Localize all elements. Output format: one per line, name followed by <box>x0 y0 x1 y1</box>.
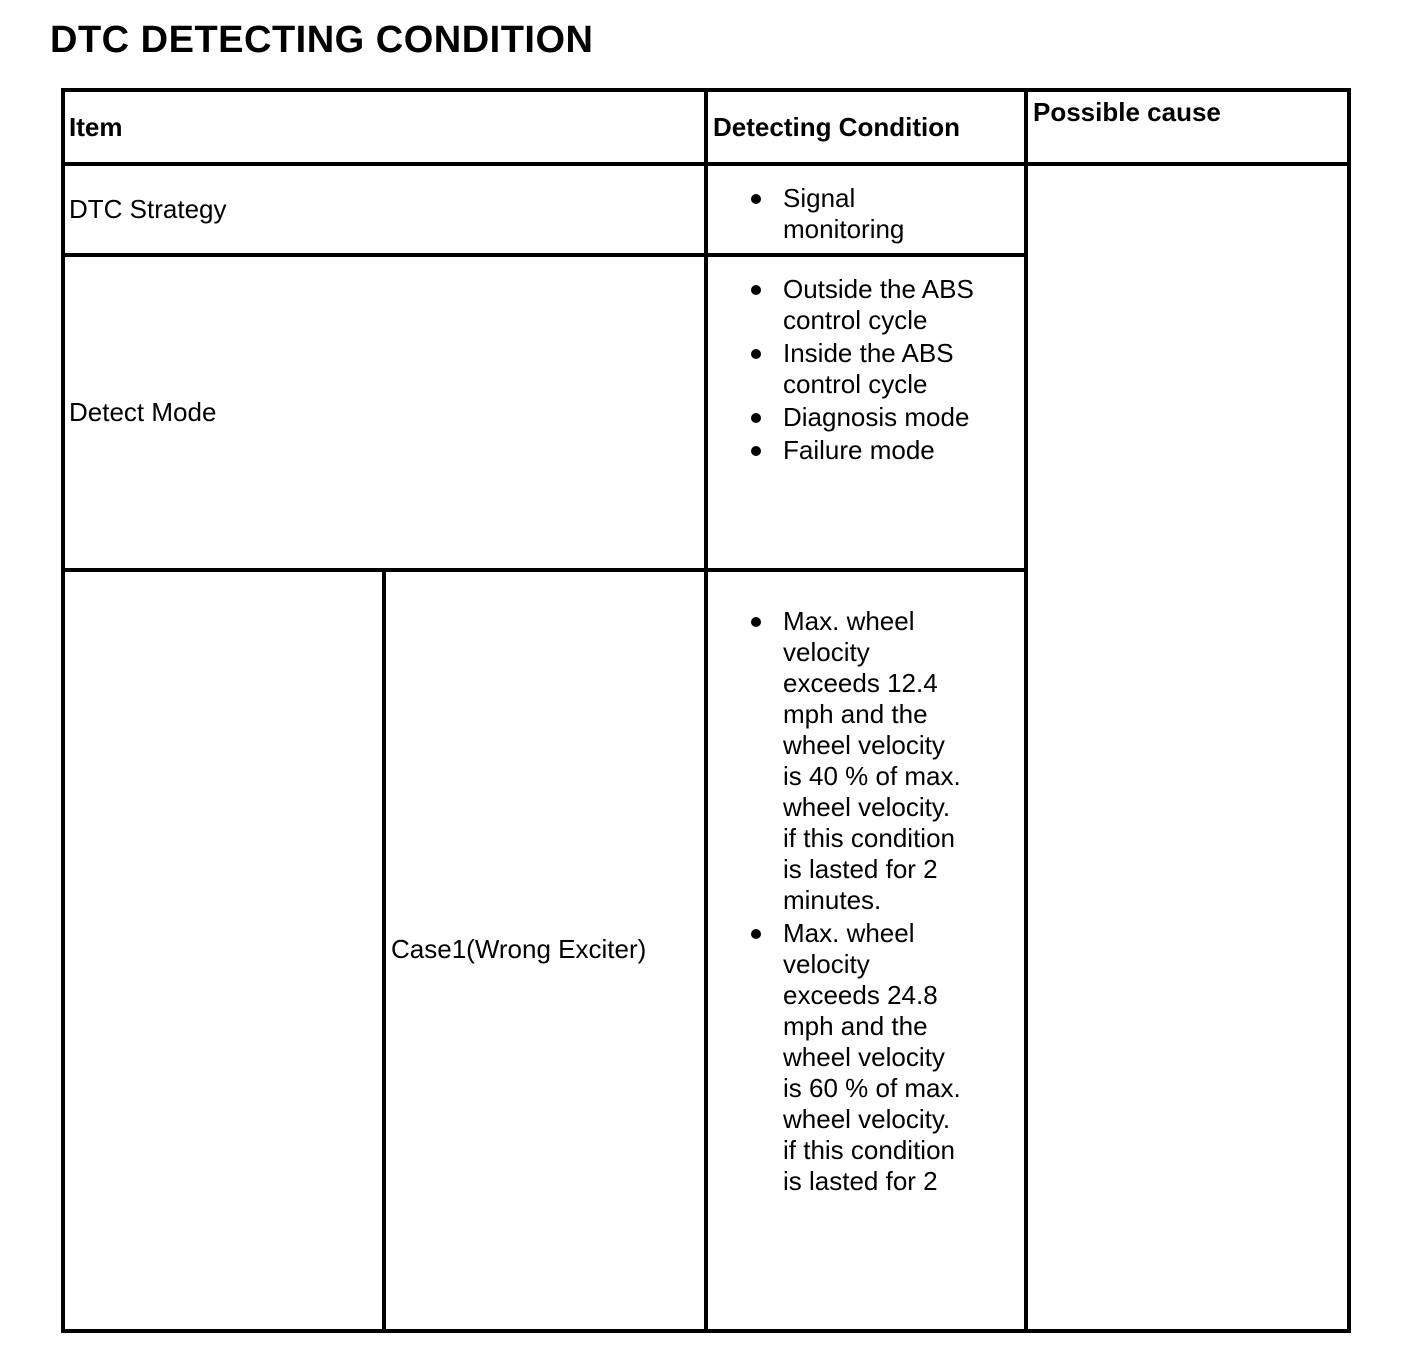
item-condition-divider <box>704 88 708 1333</box>
table-right-border <box>1347 88 1351 1333</box>
row-case1-label: Case1(Wrong Exciter) <box>391 934 647 964</box>
condition-item: Outside the ABS control cycle <box>783 274 983 336</box>
bullet-icon <box>751 617 761 627</box>
row-strategy-conditions <box>783 183 983 247</box>
bullet-icon <box>751 446 761 456</box>
page-title: DTC DETECTING CONDITION <box>50 19 594 61</box>
header-item: Item <box>69 112 123 142</box>
bullet-icon <box>751 194 761 204</box>
condition-item: Diagnosis mode <box>783 402 983 433</box>
row-strategy-bottom-border <box>61 253 1027 257</box>
row-detect-mode-conditions <box>783 274 983 468</box>
case-subcolumn-divider <box>382 570 386 1333</box>
condition-cause-divider <box>1024 88 1028 1333</box>
condition-item: Max. wheel velocity exceeds 12.4 mph and the wheel velocity is 40 % of max. wheel velocity. if this condition is lasted for 2 minutes. <box>783 606 963 916</box>
bullet-icon <box>751 413 761 423</box>
row-case1-conditions <box>783 606 963 1199</box>
condition-item: Signal monitoring <box>783 183 983 245</box>
condition-item: Inside the ABS control cycle <box>783 338 983 400</box>
table-left-border <box>61 88 65 1333</box>
bullet-icon <box>751 929 761 939</box>
condition-item: Max. wheel velocity exceeds 24.8 mph and the wheel velocity is 60 % of max. wheel velocity. if this condition is lasted for 2 <box>783 918 963 1197</box>
bullet-icon <box>751 349 761 359</box>
row-strategy-label: DTC Strategy <box>69 194 227 224</box>
condition-item: Failure mode <box>783 435 983 466</box>
row-detect-mode-bottom-border <box>61 568 1027 572</box>
bullet-icon <box>751 285 761 295</box>
header-detecting-condition: Detecting Condition <box>713 112 960 142</box>
header-possible-cause: Possible cause <box>1033 97 1221 127</box>
row-detect-mode-label: Detect Mode <box>69 397 217 427</box>
